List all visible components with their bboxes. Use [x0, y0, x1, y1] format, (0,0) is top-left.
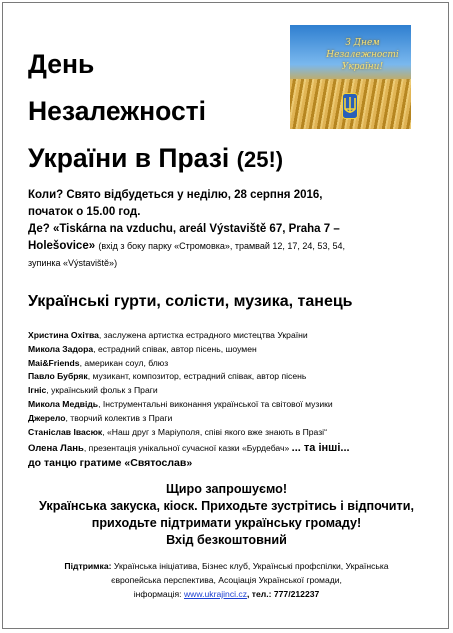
- support-text-1: Українська ініціатива, Бізнес клуб, Українські профспілки, Українська: [113, 561, 389, 571]
- artist-desc: , заслужена артистка естрадного мистецтва України: [98, 330, 308, 340]
- support-line-1: [3, 559, 449, 573]
- poster-title: [28, 41, 288, 183]
- final-line: до танцю гратиме «Святослав»: [28, 457, 193, 470]
- artists-list: [28, 329, 448, 471]
- artist-desc: , музикант, композитор, естрадний співак, автор пісень: [87, 371, 307, 382]
- where-note-1: (вхід з боку парку «Стромовка», трамвай 12, 17, 24, 53, 54,: [98, 241, 345, 251]
- when-line-1: Коли? Свято відбудеться у неділю, 28 серпня 2016,: [28, 189, 323, 201]
- when-line-2: початок о 15.00 год.: [28, 206, 141, 218]
- support-block: [3, 559, 449, 601]
- welcome-line-1: Щиро запрошуємо!: [165, 482, 288, 496]
- artist-name: Христина Охітва: [28, 330, 99, 340]
- where-prefix: Де? «Tiskárna na vzduchu, areál Výstaviště 67, Praha 7 –: [28, 223, 340, 235]
- where-line: [28, 221, 428, 238]
- artist-desc: , презентація унікальної сучасної казки «Бурдебач»: [83, 443, 290, 454]
- info-label: інформація:: [133, 589, 182, 599]
- phone-text: , тел.: 777/212237: [247, 589, 320, 599]
- where-cont: Holešovice»: [28, 240, 96, 252]
- artist-name: Ігніс: [28, 385, 47, 396]
- others-tail: ... та інші...: [291, 442, 350, 455]
- artist-desc: , творчий колектив з Праги: [65, 412, 173, 423]
- title-line-1: День: [28, 49, 95, 79]
- artist-name: Станіслав Івасюк: [28, 426, 103, 437]
- title-line-2: Незалежності: [28, 96, 207, 126]
- artist-row: [28, 370, 448, 384]
- artist-desc: , «Наш друг з Маріуполя, співі якого вже знають в Празі“: [102, 426, 327, 437]
- poster-page: [2, 2, 449, 629]
- artist-name: Павло Бубряк: [28, 371, 88, 382]
- artist-row: [28, 412, 448, 426]
- title-suffix: (25!): [236, 147, 284, 172]
- section-title: Українські гурти, солісти, музика, танець: [28, 293, 353, 310]
- support-line-2: європейська перспектива, Асоціація Української громади,: [111, 575, 342, 585]
- trident-icon: [342, 93, 358, 119]
- welcome-line-2: Українська закуска, кіоск. Приходьте зустрітись і відпочити,: [39, 499, 414, 513]
- artist-name: Mai&Friends: [28, 357, 80, 368]
- title-line-3: [28, 135, 288, 183]
- artist-desc: , американ соул, блюз: [79, 357, 169, 368]
- artist-row: [28, 426, 448, 440]
- title-line-3-text: України в Празі: [28, 143, 230, 173]
- website-link[interactable]: www.ukrajinci.cz: [183, 589, 248, 599]
- artist-row: [28, 357, 448, 371]
- artist-row: [28, 398, 448, 412]
- where-line-cont: [28, 238, 428, 255]
- contact-line: [3, 587, 449, 601]
- artist-desc: , естрадний співак, автор пісень, шоумен: [93, 343, 257, 354]
- support-label: Підтримка:: [64, 561, 112, 571]
- independence-day-banner-image: [290, 25, 411, 129]
- artist-name: Олена Лань: [28, 443, 84, 455]
- artist-row: [28, 343, 448, 357]
- artist-name: Микола Задора: [28, 343, 94, 354]
- welcome-block: [3, 481, 449, 549]
- artist-row-olena: [28, 442, 448, 456]
- where-note-2: зупинка «Výstaviště»): [28, 258, 118, 268]
- artist-name: Джерело: [28, 412, 66, 423]
- artist-row: [28, 329, 448, 343]
- welcome-line-4: Вхід безкоштовний: [166, 533, 287, 547]
- event-info: [28, 187, 428, 272]
- artist-name: Микола Медвідь: [28, 398, 99, 409]
- artist-row: [28, 384, 448, 398]
- artist-desc: , український фольк з Праги: [46, 385, 158, 396]
- welcome-line-3: приходьте підтримати українську громаду!: [91, 516, 362, 530]
- artist-desc: , Інструментальні виконання української та світової музики: [98, 398, 333, 409]
- banner-text: З Днем Незалежності України!: [326, 38, 399, 72]
